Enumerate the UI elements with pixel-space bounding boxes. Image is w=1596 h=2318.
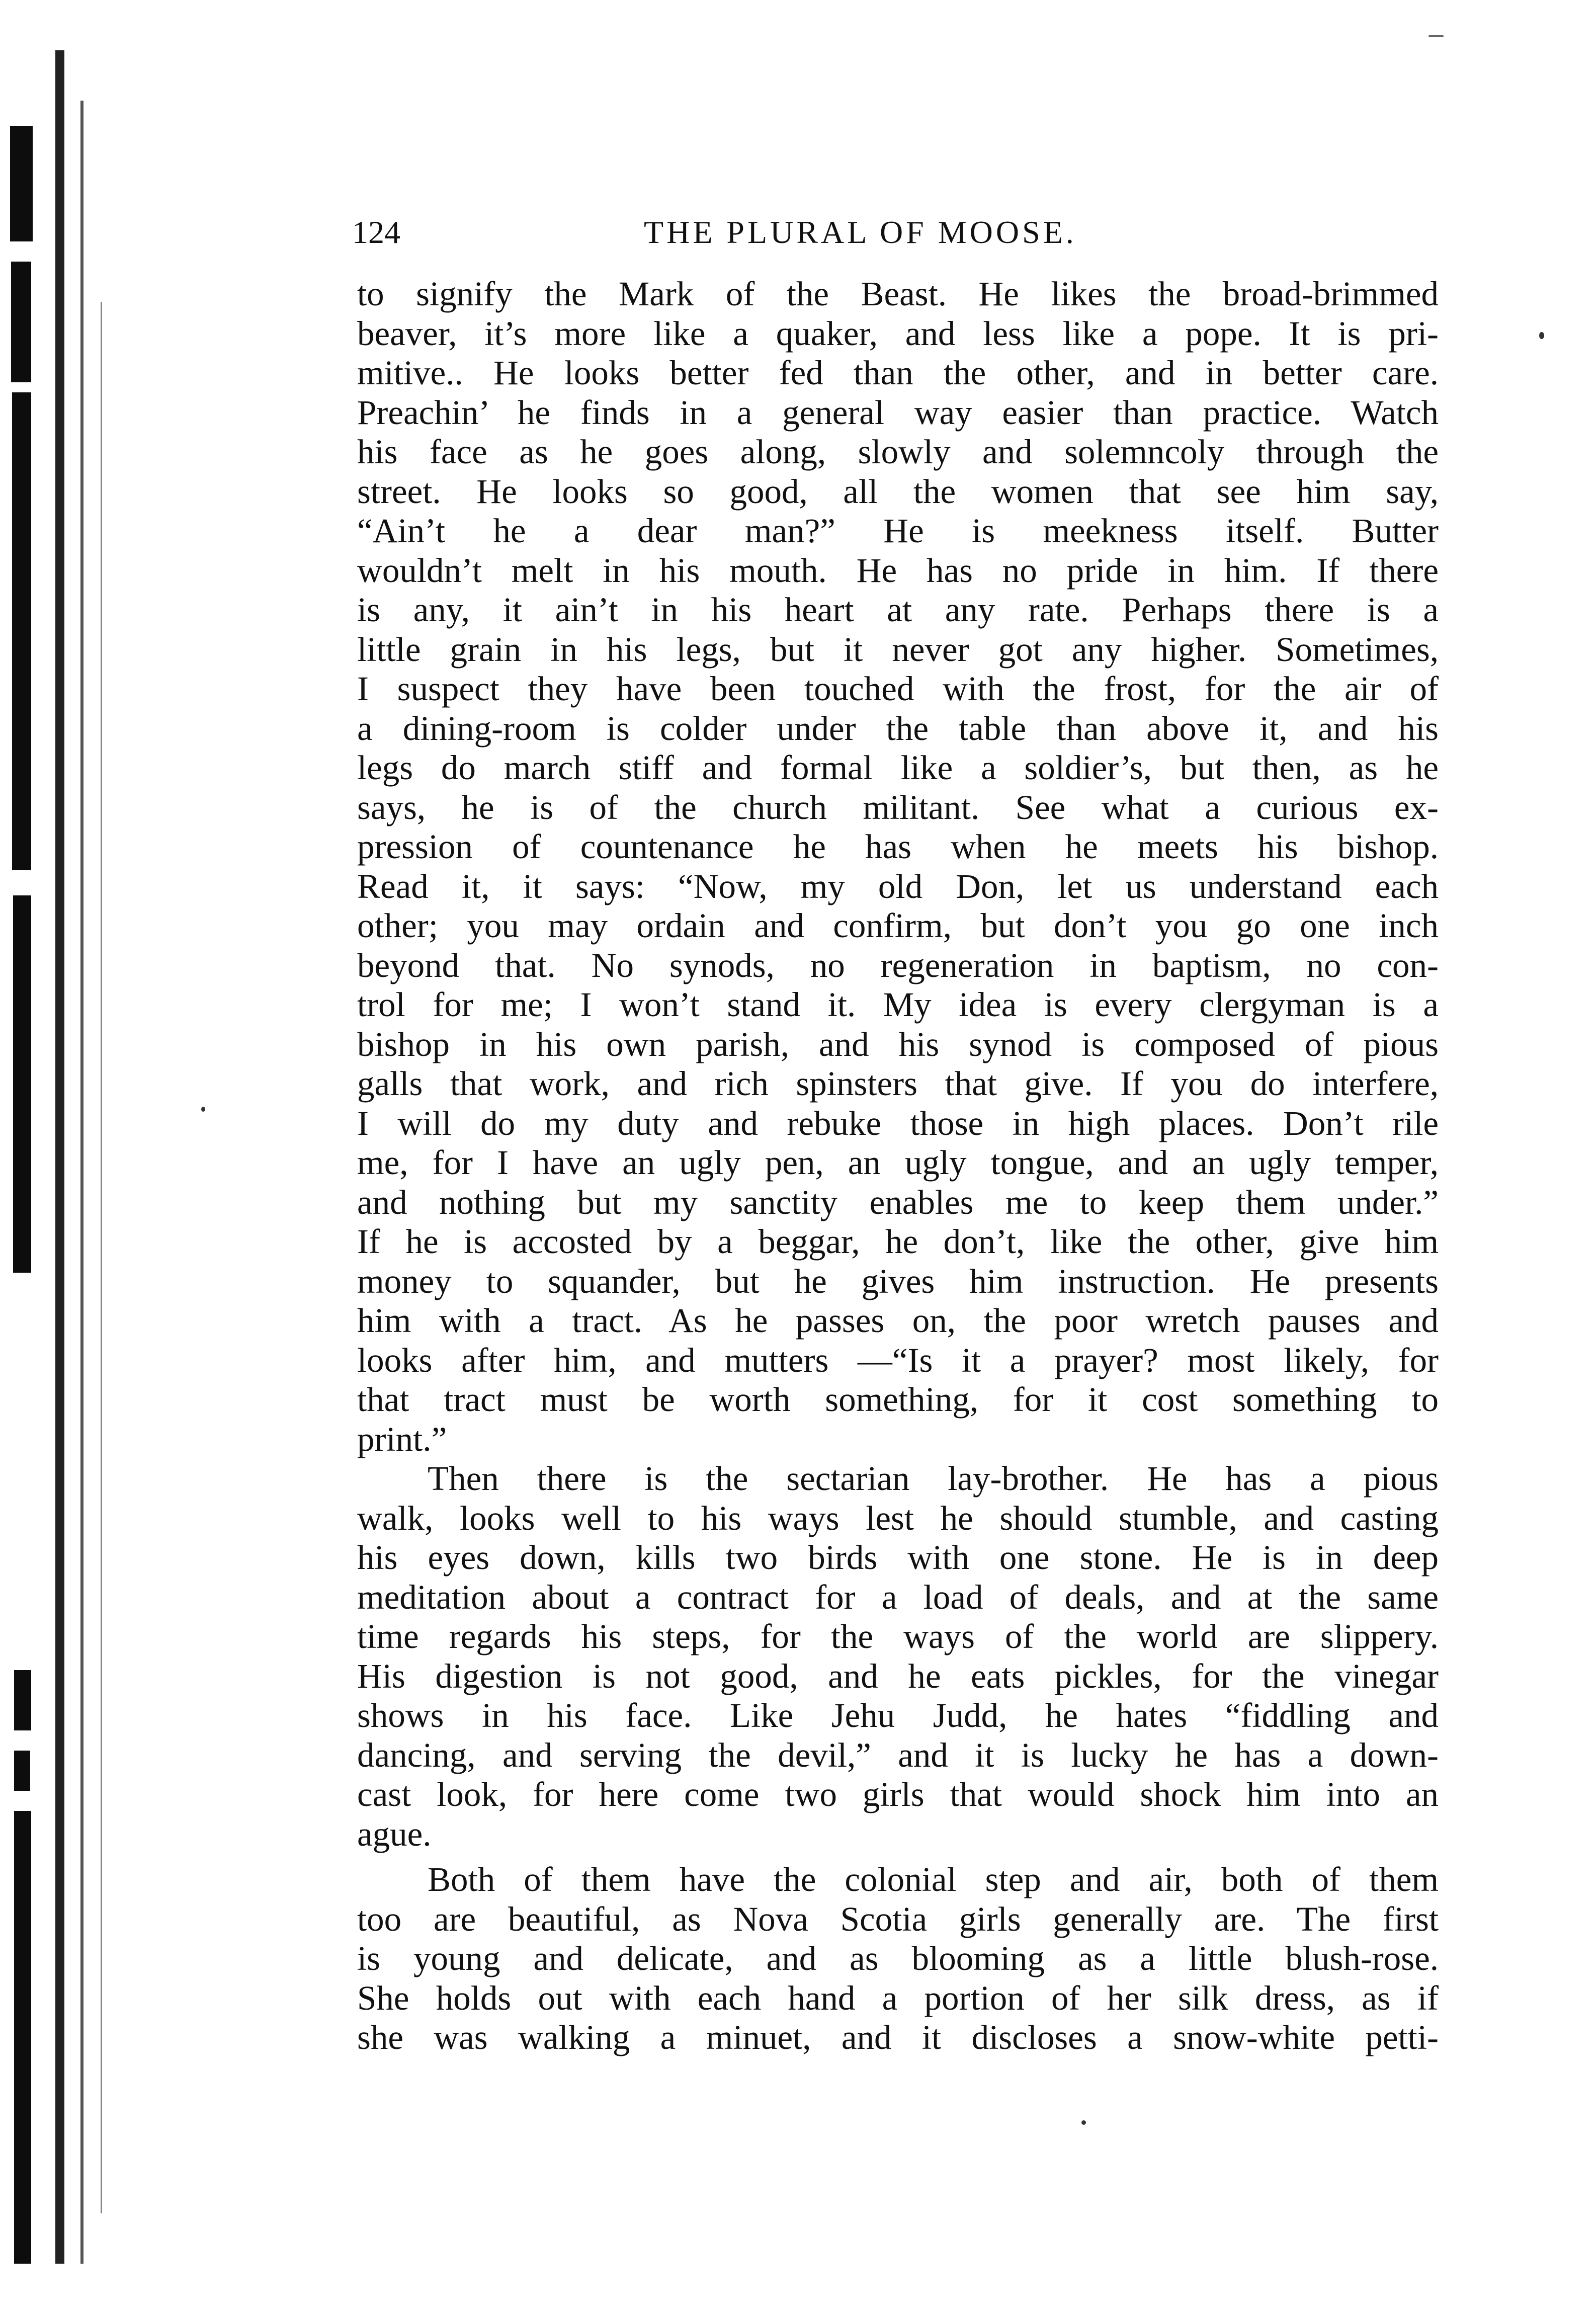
text-line: him with a tract. As he passes on, the poor wretch pauses and xyxy=(357,1301,1439,1340)
running-title: THE PLURAL OF MOOSE. xyxy=(644,214,1077,250)
binding-line xyxy=(101,302,102,2213)
binding-mark xyxy=(13,895,31,1273)
text-line: walk, looks well to his ways lest he should stumble, and casting xyxy=(357,1499,1439,1537)
text-line: dancing, and serving the devil,” and it is lucky he has a down- xyxy=(357,1735,1439,1774)
text-line: other; you may ordain and confirm, but don’t you go one inch xyxy=(357,906,1439,945)
print-speck xyxy=(1081,2120,1086,2125)
page-number: 124 xyxy=(352,214,400,250)
print-speck xyxy=(1429,35,1444,37)
binding-line xyxy=(55,50,64,2264)
text-line: Then there is the sectarian lay-brother. He has a pious xyxy=(428,1459,1439,1498)
text-line: galls that work, and rich spinsters that give. If you do interfere, xyxy=(357,1064,1439,1103)
text-line: wouldn’t melt in his mouth. He has no pride in him. If there xyxy=(357,551,1439,590)
binding-mark xyxy=(10,126,33,241)
text-line: legs do march stiff and formal like a soldier’s, but then, as he xyxy=(357,749,1439,787)
print-speck xyxy=(1539,332,1544,339)
text-line: pression of countenance he has when he meets his bishop. xyxy=(357,827,1439,866)
text-line: Preachin’ he finds in a general way easier than practice. Watch xyxy=(357,393,1439,432)
text-line: little grain in his legs, but it never got any higher. Sometimes, xyxy=(357,630,1439,669)
text-line: too are beautiful, as Nova Scotia girls generally are. The first xyxy=(357,1899,1439,1938)
text-line: She holds out with each hand a portion of her silk dress, as if xyxy=(357,1978,1439,2017)
binding-mark xyxy=(14,1811,31,2264)
text-line: trol for me; I won’t stand it. My idea is every clergyman is a xyxy=(357,985,1439,1024)
text-line: His digestion is not good, and he eats pickles, for the vinegar xyxy=(357,1657,1439,1695)
text-line: to signify the Mark of the Beast. He likes the broad-brimmed xyxy=(357,275,1439,313)
text-line: looks after him, and mutters —“Is it a prayer? most likely, for xyxy=(357,1341,1439,1379)
binding-edge xyxy=(0,0,131,2318)
binding-mark xyxy=(11,262,31,382)
text-line: meditation about a contract for a load of deals, and at the same xyxy=(357,1578,1439,1616)
body-text xyxy=(357,274,1439,2057)
text-line: a dining-room is colder under the table than above it, and his xyxy=(357,709,1439,748)
text-line: I suspect they have been touched with the frost, for the air of xyxy=(357,670,1439,708)
text-line: is any, it ain’t in his heart at any rate. Perhaps there is a xyxy=(357,591,1439,629)
text-line: mitive.. He looks better fed than the other, and in better care. xyxy=(357,354,1439,392)
text-line: time regards his steps, for the ways of the world are slippery. xyxy=(357,1617,1439,1655)
text-line: “Ain’t he a dear man?” He is meekness itself. Butter xyxy=(357,512,1439,550)
text-line: beyond that. No synods, no regeneration in baptism, no con- xyxy=(357,946,1439,984)
text-line: is young and delicate, and as blooming as a little blush-rose. xyxy=(357,1939,1439,1977)
text-line: bishop in his own parish, and his synod is composed of pious xyxy=(357,1025,1439,1063)
text-line: street. He looks so good, all the women that see him say, xyxy=(357,472,1439,511)
text-line: money to squander, but he gives him instruction. He presents xyxy=(357,1262,1439,1300)
text-line: me, for I have an ugly pen, an ugly tongue, and an ugly temper, xyxy=(357,1143,1439,1182)
text-line: and nothing but my sanctity enables me to keep them under.” xyxy=(357,1183,1439,1221)
text-line: that tract must be worth something, for it cost something to xyxy=(357,1380,1439,1419)
text-line: Both of them have the colonial step and air, both of them xyxy=(428,1860,1439,1898)
text-line: says, he is of the church militant. See what a curious ex- xyxy=(357,788,1439,826)
binding-line xyxy=(80,101,83,2264)
page-header xyxy=(352,204,1434,264)
text-line: ague. xyxy=(357,1814,432,1853)
text-line: his eyes down, kills two birds with one stone. He is in deep xyxy=(357,1538,1439,1577)
text-line: his face as he goes along, slowly and solemncoly through the xyxy=(357,433,1439,471)
text-line: If he is accosted by a beggar, he don’t, like the other, give him xyxy=(357,1222,1439,1261)
binding-mark xyxy=(12,392,31,870)
text-line: Read it, it says: “Now, my old Don, let us understand each xyxy=(357,867,1439,905)
text-line: shows in his face. Like Jehu Judd, he hates “fiddling and xyxy=(357,1696,1439,1734)
text-line: print.” xyxy=(357,1420,447,1458)
binding-mark xyxy=(14,1670,31,1730)
binding-mark xyxy=(14,1751,30,1791)
text-line: she was walking a minuet, and it discloses a snow-white petti- xyxy=(357,2018,1439,2056)
text-line: I will do my duty and rebuke those in high places. Don’t rile xyxy=(357,1104,1439,1142)
text-line: cast look, for here come two girls that would shock him into an xyxy=(357,1775,1439,1813)
print-speck xyxy=(201,1107,205,1112)
text-line: beaver, it’s more like a quaker, and less like a pope. It is pri- xyxy=(357,314,1439,353)
